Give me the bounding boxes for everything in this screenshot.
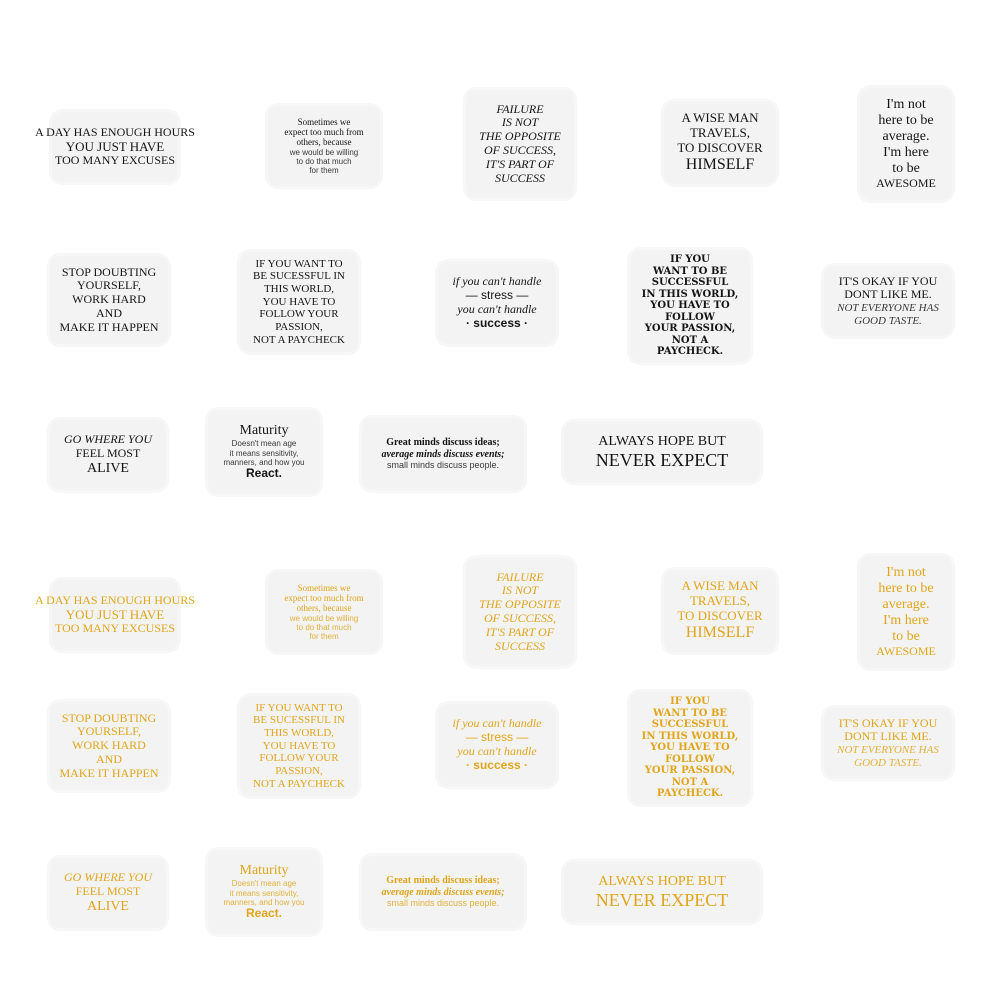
quote-line: WANT TO BE xyxy=(652,707,728,719)
quote-line: — stress — xyxy=(465,288,529,303)
sticker-great-minds xyxy=(362,418,524,490)
quote-line: TOO MANY EXCUSES xyxy=(55,153,176,168)
quote-line: small minds discuss people. xyxy=(386,460,500,471)
sticker-always-hope-gold xyxy=(564,862,760,922)
quote-line: expect too much from xyxy=(284,127,364,138)
quote-line: I'm here xyxy=(883,145,929,161)
quote-line: here to be xyxy=(878,112,934,128)
sticker-stop-doubting-gold xyxy=(50,702,168,790)
quote-line: BE SUCESSFUL IN xyxy=(253,714,345,727)
sticker-wise-man xyxy=(664,102,776,184)
quote-line: Sometimes we xyxy=(297,116,351,127)
sticker-okay-if-you-dont-like-me-gold xyxy=(824,708,952,778)
quote-line: WANT TO BE xyxy=(652,265,728,277)
quote-line: ALWAYS HOPE BUT xyxy=(598,433,726,449)
sticker-sucessful-paycheck-gold xyxy=(240,696,358,796)
quote-line: YOU HAVE TO xyxy=(650,742,730,754)
quote-line: DONT LIKE ME. xyxy=(844,729,932,744)
quote-line: WORK HARD xyxy=(72,292,146,307)
quote-line: YOU JUST HAVE xyxy=(65,138,165,154)
quote-line: others, because xyxy=(296,137,352,148)
quote-line: YOURSELF, xyxy=(76,278,142,293)
quote-line: MAKE IT HAPPEN xyxy=(59,319,159,334)
sticker-always-hope xyxy=(564,422,760,482)
sticker-stop-doubting xyxy=(50,256,168,344)
quote-line: AWESOME xyxy=(876,644,936,659)
quote-line: React. xyxy=(245,465,283,480)
quote-line: THE OPPOSITE xyxy=(479,129,561,144)
quote-line: YOU HAVE TO xyxy=(262,739,336,752)
quote-line: AWESOME xyxy=(876,176,936,191)
quote-line: GOOD TASTE. xyxy=(854,314,922,327)
quote-line: FOLLOW xyxy=(665,753,715,765)
quote-line: THE OPPOSITE xyxy=(479,597,561,612)
quote-line: YOU HAVE TO xyxy=(650,300,730,312)
quote-line: to do that much xyxy=(296,156,352,166)
quote-line: FOLLOW xyxy=(665,311,715,323)
quote-line: average. xyxy=(882,597,930,613)
quote-line: PAYCHECK. xyxy=(656,346,724,358)
quote-line: it means sensitivity, xyxy=(229,888,299,898)
quote-line: · success · xyxy=(465,315,529,330)
sticker-go-where-you-feel-alive-gold xyxy=(50,858,166,928)
quote-line: to do that much xyxy=(296,622,352,632)
quote-line: I'm here xyxy=(883,613,929,629)
quote-line: Maturity xyxy=(239,423,289,439)
quote-line: small minds discuss people. xyxy=(386,898,500,909)
quote-line: Doesn't mean age xyxy=(231,879,297,889)
quote-line: FEEL MOST xyxy=(75,445,141,460)
quote-line: TO DISCOVER xyxy=(677,140,763,156)
quote-line: FEEL MOST xyxy=(75,883,141,898)
quote-line: for them xyxy=(309,632,339,642)
sticker-failure-gold xyxy=(466,558,574,666)
sticker-expect-too-much-gold xyxy=(268,572,380,652)
quote-line: TO DISCOVER xyxy=(677,608,763,624)
quote-line: TRAVELS, xyxy=(689,125,751,141)
quote-line: React. xyxy=(245,905,283,920)
quote-line: Maturity xyxy=(239,863,289,879)
quote-line: STOP DOUBTING xyxy=(61,264,157,279)
quote-line: NOT EVERYONE HAS xyxy=(837,744,939,757)
quote-line: NOT A PAYCHECK xyxy=(253,333,345,346)
quote-line: FAILURE xyxy=(496,101,544,116)
quote-line: here to be xyxy=(878,580,934,596)
sticker-awesome xyxy=(860,88,952,200)
quote-line: HIMSELF xyxy=(685,624,755,642)
quote-line: STOP DOUBTING xyxy=(61,710,157,725)
quote-line: YOURSELF, xyxy=(76,724,142,739)
quote-line: IS NOT xyxy=(501,115,539,130)
quote-line: Doesn't mean age xyxy=(231,439,297,449)
sticker-okay-if-you-dont-like-me xyxy=(824,266,952,336)
quote-line: we would be willing xyxy=(289,613,359,623)
quote-line: THIS WORLD, xyxy=(263,283,335,296)
quote-line: IT'S OKAY IF YOU xyxy=(838,715,938,730)
quote-line: A WISE MAN xyxy=(681,110,759,126)
quote-line: I'm not xyxy=(886,96,926,112)
quote-line: you can't handle xyxy=(457,744,537,758)
sticker-handle-stress xyxy=(438,262,556,344)
quote-line: MAKE IT HAPPEN xyxy=(59,765,159,780)
quote-line: A WISE MAN xyxy=(681,578,759,594)
quote-line: IT'S PART OF xyxy=(485,156,555,171)
quote-line: OF SUCCESS, xyxy=(484,143,556,157)
sticker-expect-too-much xyxy=(268,106,380,186)
quote-line: GOOD TASTE. xyxy=(854,756,922,769)
quote-line: Sometimes we xyxy=(297,582,351,593)
sticker-bold-paycheck-gold xyxy=(630,692,750,804)
quote-line: it means sensitivity, xyxy=(229,448,299,458)
quote-line: IS NOT xyxy=(501,583,539,598)
quote-line: IT'S OKAY IF YOU xyxy=(838,273,938,288)
quote-line: TRAVELS, xyxy=(689,593,751,609)
quote-line: HIMSELF xyxy=(685,156,755,174)
quote-line: manners, and how you xyxy=(223,897,305,907)
quote-line: others, because xyxy=(296,603,352,614)
quote-line: YOU HAVE TO xyxy=(262,295,336,308)
sticker-enough-hours xyxy=(35,112,195,182)
quote-line: ALIVE xyxy=(87,460,129,476)
quote-line: NOT A xyxy=(671,334,709,346)
quote-line: IF YOU xyxy=(670,696,710,708)
quote-line: SUCCESSFUL xyxy=(651,719,729,731)
quote-line: FOLLOW YOUR xyxy=(259,752,339,765)
quote-line: average minds discuss events; xyxy=(381,886,505,898)
quote-line: to be xyxy=(892,161,920,177)
sticker-enough-hours-gold xyxy=(35,580,195,650)
quote-line: YOU JUST HAVE xyxy=(65,606,165,622)
quote-line: NEVER EXPECT xyxy=(595,449,729,470)
quote-line: we would be willing xyxy=(289,147,359,157)
quote-line: average minds discuss events; xyxy=(381,448,505,460)
quote-line: NEVER EXPECT xyxy=(595,889,729,910)
quote-line: to be xyxy=(892,629,920,645)
quote-line: average. xyxy=(882,129,930,145)
quote-line: WORK HARD xyxy=(72,738,146,753)
quote-line: SUCCESS xyxy=(494,638,545,653)
quote-line: Great minds discuss ideas; xyxy=(386,875,500,887)
quote-line: I'm not xyxy=(886,564,926,580)
quote-line: GO WHERE YOU xyxy=(64,432,152,447)
sticker-sucessful-paycheck xyxy=(240,252,358,352)
quote-line: · success · xyxy=(465,757,529,772)
quote-line: PASSION, xyxy=(275,320,323,333)
quote-line: expect too much from xyxy=(284,593,364,604)
quote-line: GO WHERE YOU xyxy=(64,870,152,885)
quote-line: IT'S PART OF xyxy=(485,624,555,639)
quote-line: ALWAYS HOPE BUT xyxy=(598,873,726,889)
quote-line: YOUR PASSION, xyxy=(644,765,736,777)
quote-line: NOT A xyxy=(671,776,709,788)
sticker-awesome-gold xyxy=(860,556,952,668)
quote-line: BE SUCESSFUL IN xyxy=(253,270,345,283)
sticker-great-minds-gold xyxy=(362,856,524,928)
quote-line: IN THIS WORLD, xyxy=(641,730,739,742)
quote-line: manners, and how you xyxy=(223,457,305,467)
quote-line: if you can't handle xyxy=(452,274,542,289)
quote-line: PASSION, xyxy=(275,764,323,777)
quote-line: SUCCESS xyxy=(494,170,545,185)
quote-line: you can't handle xyxy=(457,302,537,316)
quote-line: OF SUCCESS, xyxy=(484,611,556,625)
quote-line: SUCCESSFUL xyxy=(651,277,729,289)
quote-line: IF YOU WANT TO xyxy=(255,257,343,270)
quote-line: A DAY HAS ENOUGH HOURS xyxy=(35,592,195,607)
quote-line: for them xyxy=(309,166,339,176)
quote-line: AND xyxy=(96,751,122,766)
sticker-maturity xyxy=(208,410,320,494)
quote-line: if you can't handle xyxy=(452,716,542,731)
quote-line: DONT LIKE ME. xyxy=(844,287,932,302)
sticker-bold-paycheck xyxy=(630,250,750,362)
quote-line: AND xyxy=(96,305,122,320)
sticker-maturity-gold xyxy=(208,850,320,934)
quote-line: — stress — xyxy=(465,730,529,745)
sticker-handle-stress-gold xyxy=(438,704,556,786)
quote-line: FAILURE xyxy=(496,569,544,584)
sticker-failure xyxy=(466,90,574,198)
quote-line: NOT A PAYCHECK xyxy=(253,777,345,790)
quote-line: IN THIS WORLD, xyxy=(641,288,739,300)
quote-line: Great minds discuss ideas; xyxy=(386,437,500,449)
quote-line: IF YOU xyxy=(670,254,710,266)
quote-line: NOT EVERYONE HAS xyxy=(837,302,939,315)
quote-line: FOLLOW YOUR xyxy=(259,308,339,321)
quote-line: PAYCHECK. xyxy=(656,788,724,800)
sticker-wise-man-gold xyxy=(664,570,776,652)
quote-line: TOO MANY EXCUSES xyxy=(55,621,176,636)
quote-line: THIS WORLD, xyxy=(263,727,335,740)
quote-line: A DAY HAS ENOUGH HOURS xyxy=(35,124,195,139)
quote-line: ALIVE xyxy=(87,898,129,914)
quote-line: IF YOU WANT TO xyxy=(255,701,343,714)
sticker-go-where-you-feel-alive xyxy=(50,420,166,490)
quote-line: YOUR PASSION, xyxy=(644,323,736,335)
